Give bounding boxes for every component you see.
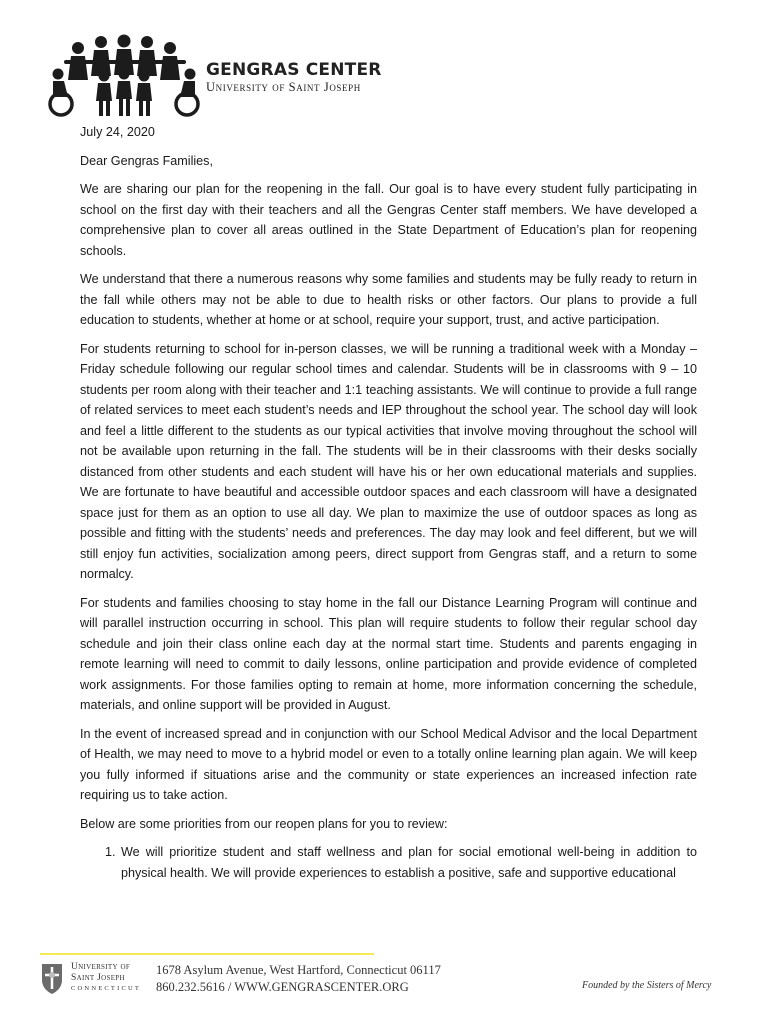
usj-state: CONNECTICUT [71, 985, 142, 992]
org-subtitle: University of Saint Joseph [206, 80, 361, 94]
priorities-list [80, 842, 697, 883]
footer-address-block [156, 962, 441, 996]
paragraph-6: Below are some priorities from our reopen plans for you to review: [80, 816, 448, 831]
paragraph-1: We are sharing our plan for the reopening in the fall. Our goal is to have every student fully participating in school on the first day with their teachers and all the Gengras Center staff members. We have developed a comprehensive plan to cover all areas outlined in the State Department of Education’s plan for reopening schools. [80, 182, 697, 258]
priority-item: 1. We will prioritize student and staff wellness and plan for social emotional well-being in addition to physical health. We will provide experiences to establish a positive, safe and supportive educational [119, 842, 697, 883]
letter-body [80, 122, 697, 883]
usj-logo [40, 962, 150, 998]
footer-contact: 860.232.5616 / WWW.GENGRASCENTER.ORG [156, 980, 409, 994]
paragraph-2: We understand that there a numerous reasons why some families and students may be fully ready to return in the fall while others may not be able to due to health risks or other factors. Our plans to provide a full education to students, whether at home or at school, require your support, trust, and active participation. [80, 272, 697, 327]
usj-name-line-1: University of [71, 962, 131, 972]
footer-address: 1678 Asylum Avenue, West Hartford, Connecticut 06117 [156, 963, 441, 977]
usj-crest-icon [40, 962, 64, 996]
paragraph-4: For students and families choosing to stay home in the fall our Distance Learning Program will continue and will parallel instruction occurring in school. This plan will require students to follow their regular school day schedule and join their class online each day at the normal start time. Students and parents engaging in remote learning will need to commit to daily lessons, online participation and provide evidence of completed work assignments. For those families opting to remain at home, more information concerning the schedule, materials, and online support will be provided in August. [80, 595, 697, 712]
footer-divider [40, 953, 374, 955]
paragraph-3: For students returning to school for in-person classes, we will be running a traditional week with a Monday – Friday schedule following our regular school times and calendar. Students will be in classrooms with 9 – 10 students per room along with their teacher and 1:1 teaching assistants. We will continue to provide a full range of related services to meet each student’s needs and IEP throughout the school year. The school day will look and feel a little different to the students as our typical activities that involve moving throughout the school will not be available upon returning in the fall. The students will be in their classrooms with their desks socially distanced from other students and each student will have his or her own educational materials and supplies. We are fortunate to have beautiful and accessible outdoor spaces and each classroom will have a designated space just for them as an option to use all day. We plan to maximize the use of outdoor spaces as long as possible and fitting with the students’ needs and preferences. The day may look and feel different, but we will still enjoy fun activities, socialization among peers, direct support from Gengras staff, and a return to some normalcy. [80, 341, 697, 581]
org-name: GENGRAS CENTER [206, 60, 382, 80]
letterhead [44, 34, 464, 124]
gengras-people-logo-icon [44, 34, 204, 120]
paragraph-5: In the event of increased spread and in conjunction with our School Medical Advisor and the local Department of Health, we may need to move to a hybrid model or even to a totally online learning plan again. We will keep you fully informed if situations arise and the community or state experiences an increased infection rate requiring us to take action. [80, 726, 697, 802]
usj-name-line-2: Saint Joseph [71, 972, 125, 983]
founded-note: Founded by the Sisters of Mercy [582, 980, 712, 991]
letter-date: July 24, 2020 [80, 125, 155, 139]
salutation: Dear Gengras Families, [80, 153, 213, 168]
